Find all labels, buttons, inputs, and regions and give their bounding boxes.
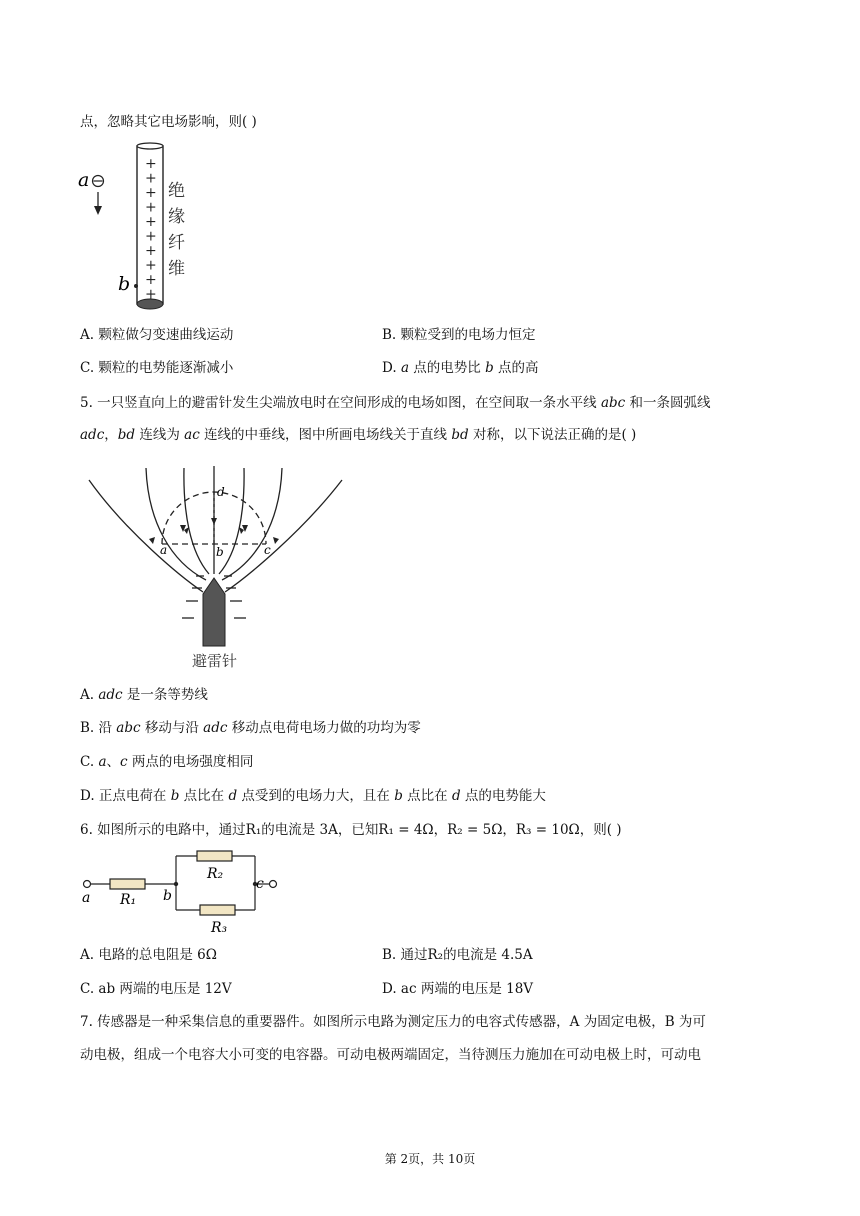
resistor-r1-icon <box>110 879 145 889</box>
label-c: c <box>264 543 271 557</box>
field-line <box>146 468 206 580</box>
lightning-rod-icon <box>203 578 225 646</box>
label-a: a <box>78 169 90 191</box>
plus-sign: + <box>145 214 157 230</box>
q6-circuit-figure <box>80 846 280 936</box>
q4-option-c: C. 颗粒的电势能逐渐减小 <box>80 360 234 376</box>
label-d: d <box>217 485 225 499</box>
label-b: b <box>118 273 131 295</box>
fiber-label-4: 维 <box>168 259 185 279</box>
q6-option-b: B. 通过R₂的电流是 4.5A <box>382 947 533 963</box>
q5-option-a: A. adc 是一条等势线 <box>80 687 208 703</box>
plus-sign: + <box>145 228 157 245</box>
q4-option-b: B. 颗粒受到的电场力恒定 <box>382 327 536 343</box>
q5-option-b: B. 沿 abc 移动与沿 adc 移动点电荷电场力做的功均为零 <box>80 720 421 736</box>
label-r2: R₂ <box>207 866 224 882</box>
plus-sign: + <box>145 199 157 216</box>
plus-sign: + <box>145 286 157 303</box>
q4-option-d: D. a 点的电势比 b 点的高 <box>382 360 539 376</box>
q6-stem: 6. 如图所示的电路中，通过R₁的电流是 3A，已知R₁ = 4Ω，R₂ = 5Ω，R₃ = 10Ω，则( ) <box>80 822 622 838</box>
fiber-label-1: 绝 <box>168 181 185 201</box>
plus-sign: + <box>145 170 157 187</box>
label-c: c <box>256 876 264 892</box>
q4-option-a: A. 颗粒做匀变速曲线运动 <box>80 327 234 343</box>
q5-option-d: D. 正点电荷在 b 点比在 d 点受到的电场力大，且在 b 点比在 d 点的电势能大 <box>80 788 546 804</box>
label-r3: R₃ <box>211 920 228 936</box>
plus-sign: + <box>145 156 157 172</box>
field-line <box>89 480 203 592</box>
plus-sign: + <box>145 185 157 201</box>
q6-option-d: D. ac 两端的电压是 18V <box>382 981 534 997</box>
q5-stem-line1: 5. 一只竖直向上的避雷针发生尖端放电时在空间形成的电场如图，在空间取一条水平线 abc 和一条圆弧线 <box>80 395 711 411</box>
q7-stem-line2: 动电极，组成一个电容大小可变的电容器。可动电极两端固定，当待测压力施加在可动电极上时，可动电 <box>80 1047 701 1063</box>
page-footer: 第 2页，共 10页 <box>384 1152 476 1166</box>
q4-stem-tail: 点，忽略其它电场影响，则( ) <box>80 114 257 130</box>
plus-signs <box>145 156 157 303</box>
resistor-r3-icon <box>200 905 235 915</box>
q5-option-c: C. a、c 两点的电场强度相同 <box>80 754 254 770</box>
fiber-label-3: 纤 <box>168 233 185 253</box>
q7-stem-line1: 7. 传感器是一种采集信息的重要器件。如图所示电路为测定压力的电容式传感器，A 为固定电极，B 为可 <box>80 1014 706 1030</box>
plus-sign: + <box>145 272 157 288</box>
figure-caption: 避雷针 <box>192 652 238 670</box>
q5-lightning-rod-figure <box>86 462 356 674</box>
q5-stem-line2: adc，bd 连线为 ac 连线的中垂线，图中所画电场线关于直线 bd 对称，以下说法正确的是( ) <box>80 427 637 443</box>
terminal-a-icon <box>84 881 91 888</box>
field-line <box>225 480 342 592</box>
label-b: b <box>216 545 224 559</box>
plus-sign: + <box>145 257 157 274</box>
terminal-c-icon <box>270 881 277 888</box>
fiber-label-2: 缘 <box>168 207 185 227</box>
field-line <box>222 468 282 580</box>
label-a: a <box>82 890 91 906</box>
label-r1: R₁ <box>120 892 137 908</box>
plus-sign: + <box>145 243 157 259</box>
q6-option-c: C. ab 两端的电压是 12V <box>80 981 232 997</box>
q6-option-a: A. 电路的总电阻是 6Ω <box>80 947 217 963</box>
label-b: b <box>163 888 172 904</box>
label-a: a <box>160 543 168 557</box>
q4-fiber-figure <box>74 140 204 315</box>
field-line <box>184 468 209 574</box>
resistor-r2-icon <box>197 851 232 861</box>
